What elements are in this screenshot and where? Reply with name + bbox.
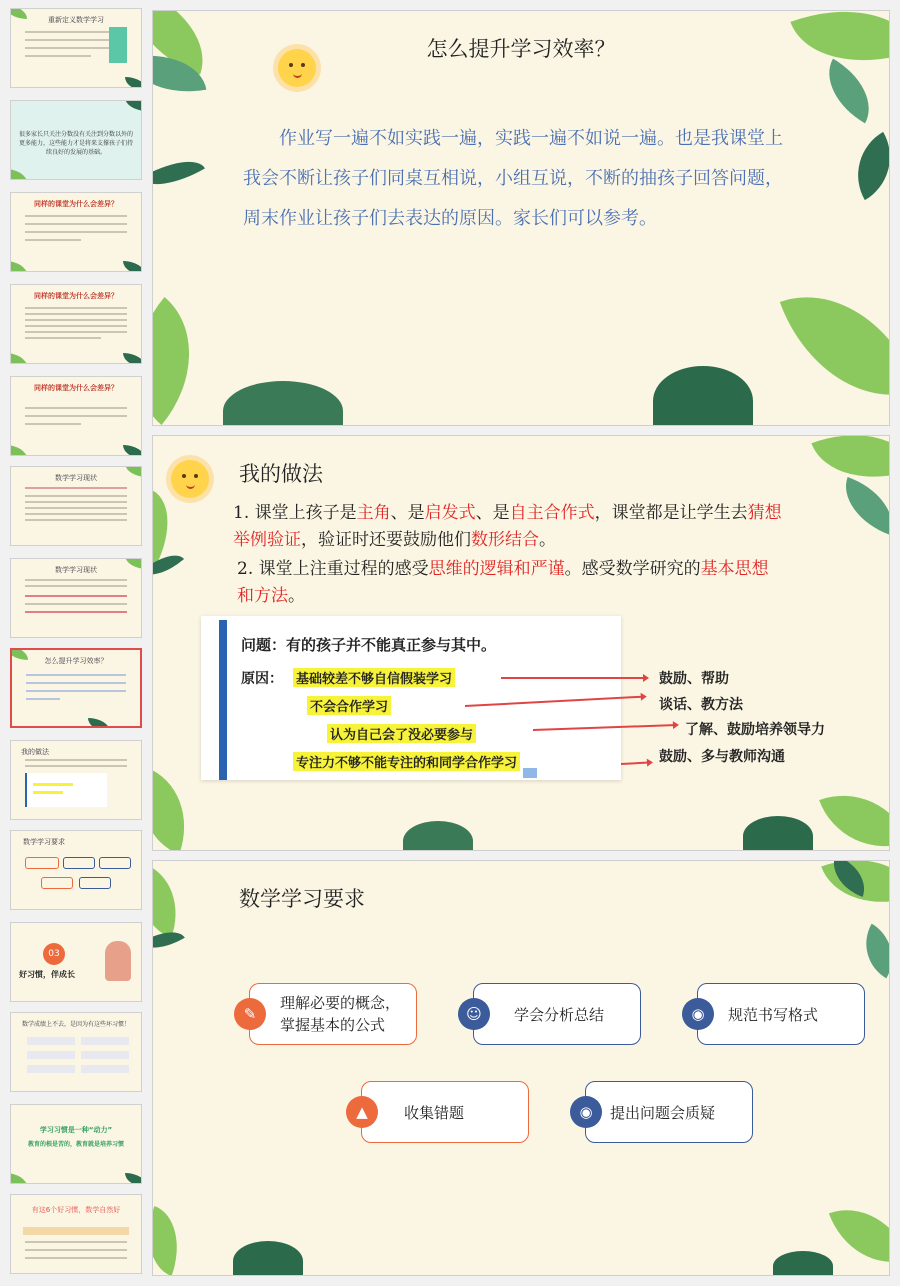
smiling-sun-icon — [171, 460, 209, 498]
requirement-label: 收集错题 — [404, 1104, 465, 1122]
reason-item: 认为自己会了没必要参与 — [327, 724, 476, 743]
text: 1. 课堂上孩子是 — [233, 503, 357, 523]
brush-icon: ✎ — [234, 998, 266, 1030]
slide-body-text: 作业写一遍不如实践一遍，实践一遍不如说一遍。也是我课堂上我会不断让孩子们同桌互相说，小组互说，不断的抽孩子回答问题，周末作业让孩子们去表达的原因。家长们可以参考。 — [243, 128, 783, 229]
thumbnail-title: 好习惯，伴成长 — [19, 970, 75, 979]
slide-thumbnail-6[interactable] — [10, 466, 142, 546]
thumbnail-title: 重新定义数学学习 — [48, 16, 104, 24]
requirement-card-questions — [579, 1081, 753, 1143]
requirement-label: 规范书写格式 — [728, 1006, 819, 1024]
text: 。 — [288, 586, 305, 606]
emphasis-text: 数形结合 — [471, 530, 539, 550]
slide-thumbnail-8[interactable] — [10, 648, 142, 728]
slide-thumbnail-12[interactable] — [10, 1012, 142, 1092]
practice-point-2 — [237, 556, 777, 610]
slide-thumbnail-7[interactable] — [10, 558, 142, 638]
section-number-badge: 03 — [43, 943, 65, 965]
requirement-label: 理解必要的概念， 掌握基本的公式 — [280, 994, 401, 1034]
text: 。 — [539, 530, 556, 550]
arrow-connector — [621, 761, 651, 764]
person-icon: ☺ — [458, 998, 490, 1030]
thumbnail-title: 同样的课堂为什么会差异？ — [34, 292, 118, 300]
emphasis-text: 主角 — [356, 503, 391, 523]
slide-title: 我的做法 — [239, 462, 323, 486]
thumbnail-title: 数学学习现状 — [55, 566, 97, 574]
thumbnail-title: 学习习惯是一种“动力” — [39, 1126, 113, 1134]
slide-thumbnail-11[interactable] — [10, 922, 142, 1002]
emphasis-text: 自主合作式 — [509, 503, 595, 523]
text: 2. 课堂上注重过程的感受 — [237, 559, 429, 579]
text: 。感受数学研究的 — [564, 559, 701, 579]
response-item: 了解、鼓励培养领导力 — [685, 722, 825, 738]
thumbnail-title: 很多家长只关注分数没有关注到分数以外的更多能力，这些能力才是将来支撑孩子们持续良好的发展的基础。 — [19, 131, 134, 156]
requirement-label: 提出问题会质疑 — [610, 1104, 716, 1122]
text: 、是 — [475, 503, 510, 523]
slide-title: 数学学习要求 — [239, 887, 365, 911]
requirement-card-summary — [466, 983, 641, 1045]
cube-graphic — [109, 27, 127, 63]
response-item: 鼓励、多与教师沟通 — [659, 749, 785, 765]
emphasis-text: 猜想举例验证 — [233, 503, 782, 550]
thumbnail-subtitle: 教育的根是苦的，教育就是培养习惯 — [27, 1141, 124, 1148]
emphasis-text: 启发式 — [424, 503, 476, 523]
card-accent-bar — [219, 620, 227, 780]
thumbnail-title: 数学学习要求 — [23, 838, 65, 846]
emphasis-text: 思维的逻辑和严谨 — [428, 559, 565, 579]
palette-icon: ◉ — [682, 998, 714, 1030]
thumbnail-title: 数学学习现状 — [55, 474, 97, 482]
slide-thumbnail-9[interactable] — [10, 740, 142, 820]
arrow-connector — [501, 677, 647, 679]
slide-2 — [152, 435, 890, 851]
slide-thumbnail-5[interactable] — [10, 376, 142, 456]
slide-thumbnail-14[interactable] — [10, 1194, 142, 1274]
problem-statement: 问题：有的孩子并不能真正参与其中。 — [241, 636, 497, 654]
response-item: 谈话、教方法 — [659, 697, 743, 713]
reason-label: 原因： — [241, 671, 283, 687]
thumbnail-title: 同样的课堂为什么会差异？ — [34, 200, 118, 208]
requirement-label: 学会分析总结 — [514, 1006, 605, 1024]
slide-thumbnail-3[interactable] — [10, 192, 142, 272]
slide-1-current — [152, 10, 890, 426]
text: ，课堂都是让学生去 — [594, 503, 748, 523]
thumbnail-title: 数学成绩上不去，是因为有这些坏习惯！ — [21, 1021, 130, 1028]
thumbnail-title: 同样的课堂为什么会差异？ — [34, 384, 118, 392]
slide-3 — [152, 860, 890, 1276]
slide-thumbnail-1[interactable] — [10, 8, 142, 88]
slide-thumbnail-sidebar — [0, 0, 146, 1286]
slide-title: 怎么提升学习效率？ — [426, 37, 616, 61]
slide-thumbnail-4[interactable] — [10, 284, 142, 364]
reason-item: 基础较差不够自信假装学习 — [293, 668, 455, 687]
thumbnail-title: 有这6个好习惯，数学自然好 — [31, 1206, 121, 1214]
emphasis-text: 基本思想和方法 — [237, 559, 769, 606]
cursor-marker — [523, 768, 537, 778]
requirement-card-concepts — [243, 983, 417, 1045]
thumbnail-title: 怎么提升学习效率？ — [44, 657, 108, 665]
slide-thumbnail-10[interactable] — [10, 830, 142, 910]
palette-icon: ◉ — [570, 1096, 602, 1128]
text: 、是 — [390, 503, 425, 523]
reason-item: 不会合作学习 — [307, 696, 391, 715]
requirement-card-format — [691, 983, 865, 1045]
slide-thumbnail-2[interactable] — [10, 100, 142, 180]
requirement-card-errors — [356, 1081, 529, 1143]
practice-point-1 — [233, 500, 793, 554]
slide-thumbnail-13[interactable] — [10, 1104, 142, 1184]
thumbnail-title: 我的做法 — [21, 748, 49, 756]
problem-analysis-card — [201, 616, 621, 780]
response-item: 鼓励、帮助 — [659, 671, 729, 687]
triangle-icon: ▲ — [346, 1096, 378, 1128]
reason-item: 专注力不够不能专注的和同学合作学习 — [293, 752, 520, 771]
text: ，验证时还要鼓励他们 — [301, 530, 471, 550]
